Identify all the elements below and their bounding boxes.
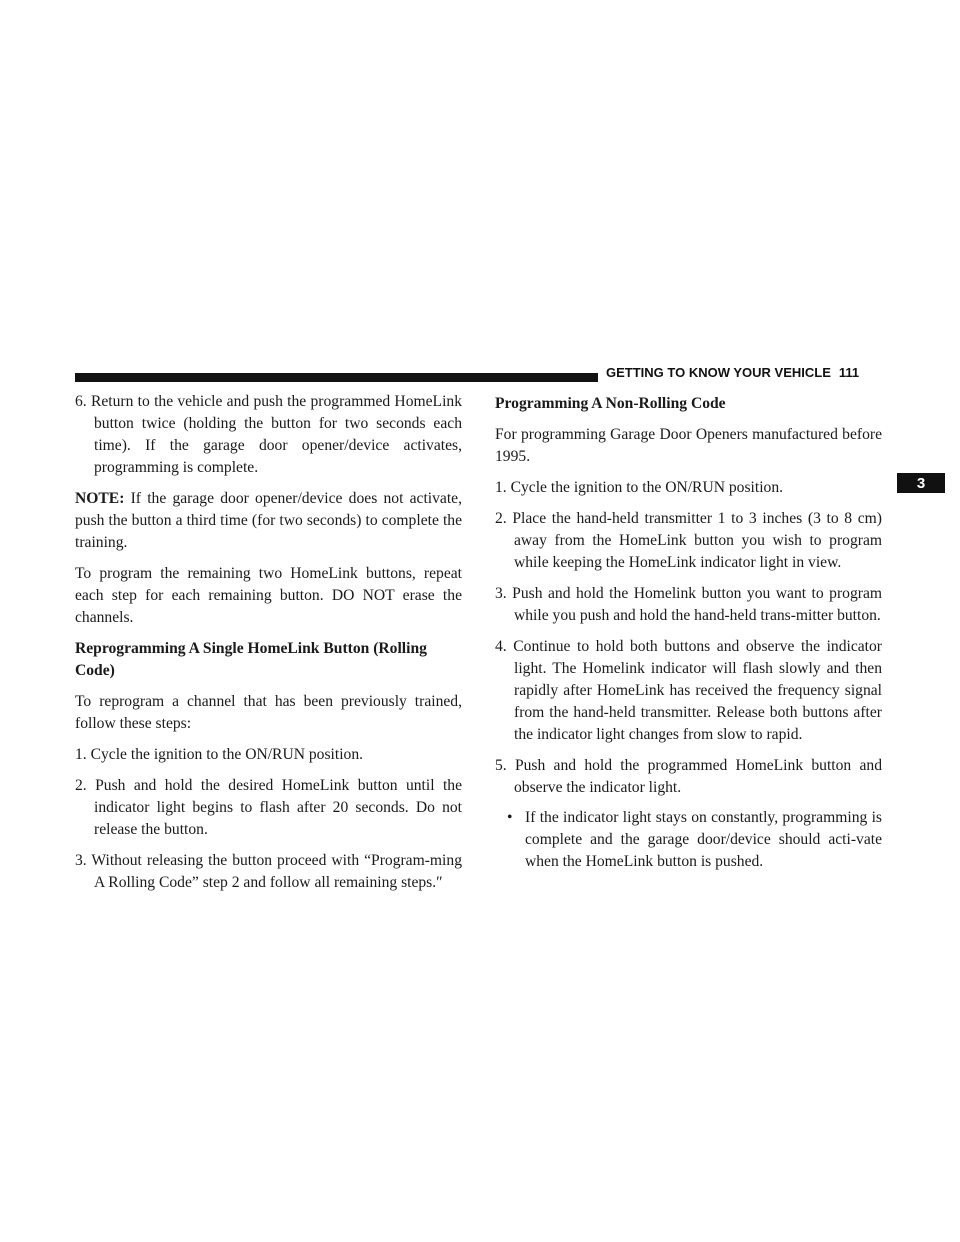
bullet-icon: • [507, 809, 513, 826]
reprogram-step-1: 1. Cycle the ignition to the ON/RUN position. [75, 746, 364, 763]
page-number: 111 [838, 365, 860, 380]
reprogram-heading: Reprogramming A Single HomeLink Button (Rolling Code) [75, 640, 427, 679]
nonrolling-intro: For programming Garage Door Openers manufactured before 1995. [495, 426, 882, 465]
reprogram-step-2: 2. Push and hold the desired HomeLink button until the indicator light begins to flash after 20 seconds. Do not release the button. [75, 777, 462, 838]
remaining-buttons-paragraph: To program the remaining two HomeLink buttons, repeat each step for each remaining button. DO NOT erase the channels. [75, 565, 462, 626]
nonrolling-heading: Programming A Non-Rolling Code [495, 395, 726, 412]
nonrolling-step-2: 2. Place the hand-held transmitter 1 to 3 inches (3 to 8 cm) away from the HomeLink button you wish to program while keeping the HomeLink indicator light in view. [495, 510, 882, 571]
note-text: If the garage door opener/device does not activate, push the button a third time (for two seconds) to complete the training. [75, 490, 462, 551]
reprogram-step-3: 3. Without releasing the button proceed with “Program-ming A Rolling Code” step 2 and follow all remaining steps.″ [75, 852, 462, 891]
running-header [606, 365, 859, 380]
left-column [75, 391, 462, 903]
bullet-item [495, 807, 882, 873]
nonrolling-step-1: 1. Cycle the ignition to the ON/RUN position. [495, 479, 784, 496]
note-label: NOTE: [75, 490, 125, 507]
reprogram-intro: To reprogram a channel that has been previously trained, follow these steps: [75, 693, 462, 732]
nonrolling-step-5: 5. Push and hold the programmed HomeLink button and observe the indicator light. [495, 757, 882, 796]
chapter-tab: 3 [897, 473, 945, 493]
nonrolling-step-3: 3. Push and hold the Homelink button you want to program while you push and hold the hand-held trans-mitter button. [495, 585, 882, 624]
section-title: GETTING TO KNOW YOUR VEHICLE [606, 365, 831, 380]
step-6: 6. Return to the vehicle and push the programmed HomeLink button twice (holding the button for two seconds each time). If the garage door opener/device activates, programming is complete. [75, 393, 462, 476]
bullet-text: If the indicator light stays on constantly, programming is complete and the garage door/device should acti-vate when the HomeLink button is pushed. [525, 809, 882, 870]
header-rule [75, 373, 598, 382]
note-paragraph [75, 488, 462, 554]
nonrolling-step-4: 4. Continue to hold both buttons and observe the indicator light. The Homelink indicator will flash slowly and then rapidly after HomeLink has received the frequency signal from the hand-held transmitter. Release both buttons after the indicator light changes from slow to rapid. [495, 638, 882, 743]
right-column [495, 391, 882, 882]
